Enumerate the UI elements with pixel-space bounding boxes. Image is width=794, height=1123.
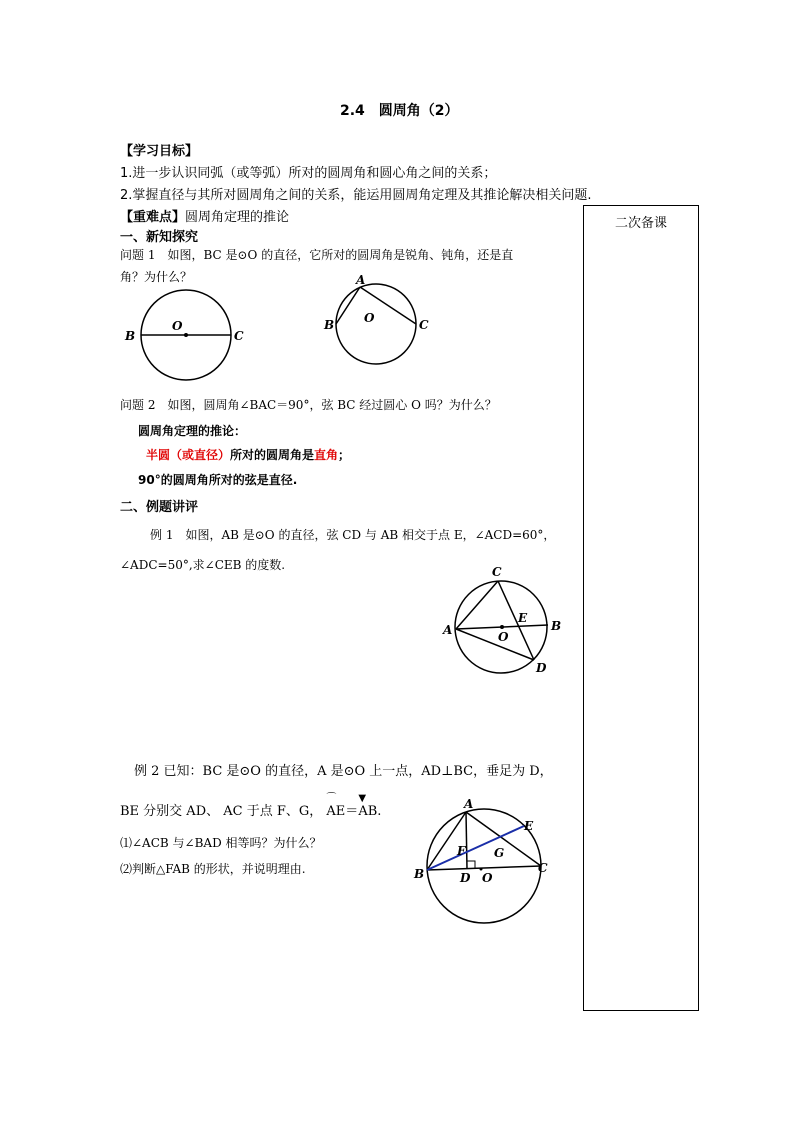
fig3-label-D: D [536,661,547,675]
example-2-line2-text: BE 分别交 AD、 AC 于点 F、G， [120,804,323,819]
fig2-label-C: C [419,318,429,332]
corollary-1-mid: 所对的圆周角是 [230,448,315,462]
fig1-label-C: C [234,329,244,343]
corollary-1-red-term-2: 直角 [314,448,339,462]
arc-equals: ＝ [345,804,359,819]
fig4-label-E: E [524,819,534,833]
key-points [120,206,289,225]
question-1-line2: 角？为什么？ [120,270,193,284]
key-points-label: 【重难点】 [120,210,186,225]
example-1-line2: ∠ADC=50°,求∠CEB 的度数. [120,558,286,572]
fig2-label-A: A [356,273,366,287]
figure-3-example-1 [438,564,568,682]
fig2-label-O: O [364,311,375,325]
fig1-label-B: B [125,329,136,343]
example-2-line2 [120,793,382,819]
corollary-label: 圆周角定理的推论： [138,424,247,438]
example-2-line2-end: . [377,804,382,819]
corollary-1 [146,446,350,463]
fig4-label-A: A [464,797,474,811]
question-1-line1: 问题 1 如图，BC 是⊙O 的直径，它所对的圆周角是锐角、钝角，还是直 [120,248,514,262]
example-1-line1: 例 1 如图，AB 是⊙O 的直径，弦 CD 与 AB 相交于点 E，∠ACD=60°， [150,528,556,542]
objective-2: 2.掌握直径与其所对圆周角之间的关系，能运用圆周角定理及其推论解决相关问题. [120,188,592,203]
question-2: 问题 2 如图，圆周角∠BAC＝90°，弦 BC 经过圆心 O 吗？为什么？ [120,398,497,412]
sidebar-label: 二次备课 [614,216,667,231]
corollary-1-red-term-1: 半圆（或直径） [146,448,231,462]
key-points-text: 圆周角定理的推论 [185,210,290,225]
example-2-line1: 例 2 已知：BC 是⊙O 的直径，A 是⊙O 上一点，AD⊥BC，垂足为 D， [134,764,553,779]
figure-4-example-2 [410,796,560,928]
arc-AB-icon: ▼ [358,793,367,804]
arc-AE: ⌒ AE [326,793,346,819]
arc-AB: ▼ AB [358,793,378,819]
figure-1-diameter-circle [120,286,260,388]
fig4-label-D: D [460,871,471,885]
fig3-label-A: A [443,623,453,637]
corollary-2: 90°的圆周角所对的弦是直径. [138,473,298,487]
example-2-question-1: ⑴∠ACB 与∠BAD 相等吗？为什么？ [120,836,322,850]
figure-2-inscribed-angle [320,272,440,374]
fig3-label-O: O [498,630,509,644]
fig1-label-O: O [172,319,183,333]
fig4-label-F: F [457,844,466,858]
section1-heading: 一、新知探究 [120,230,199,245]
section2-heading: 二、例题讲评 [120,500,199,515]
objective-1: 1.进一步认识同弧（或等弧）所对的圆周角和圆心角之间的关系； [120,166,497,181]
fig2-label-B: B [324,318,335,332]
fig4-label-O: O [482,871,493,885]
sidebar-notes-box [583,205,699,1011]
fig4-label-B: B [414,867,425,881]
page-title: 2.4 圆周角（2） [340,103,459,119]
objectives-heading: 【学习目标】 [120,144,199,159]
example-2-question-2: ⑵判断△FAB 的形状，并说明理由. [120,862,306,876]
arc-AE-icon: ⌒ [326,793,337,804]
fig3-label-B: B [551,619,562,633]
fig3-label-C: C [492,565,502,579]
fig4-label-G: G [494,846,505,860]
fig3-label-E: E [518,611,528,625]
corollary-1-end: ； [338,448,351,462]
fig4-label-C: C [538,861,548,875]
